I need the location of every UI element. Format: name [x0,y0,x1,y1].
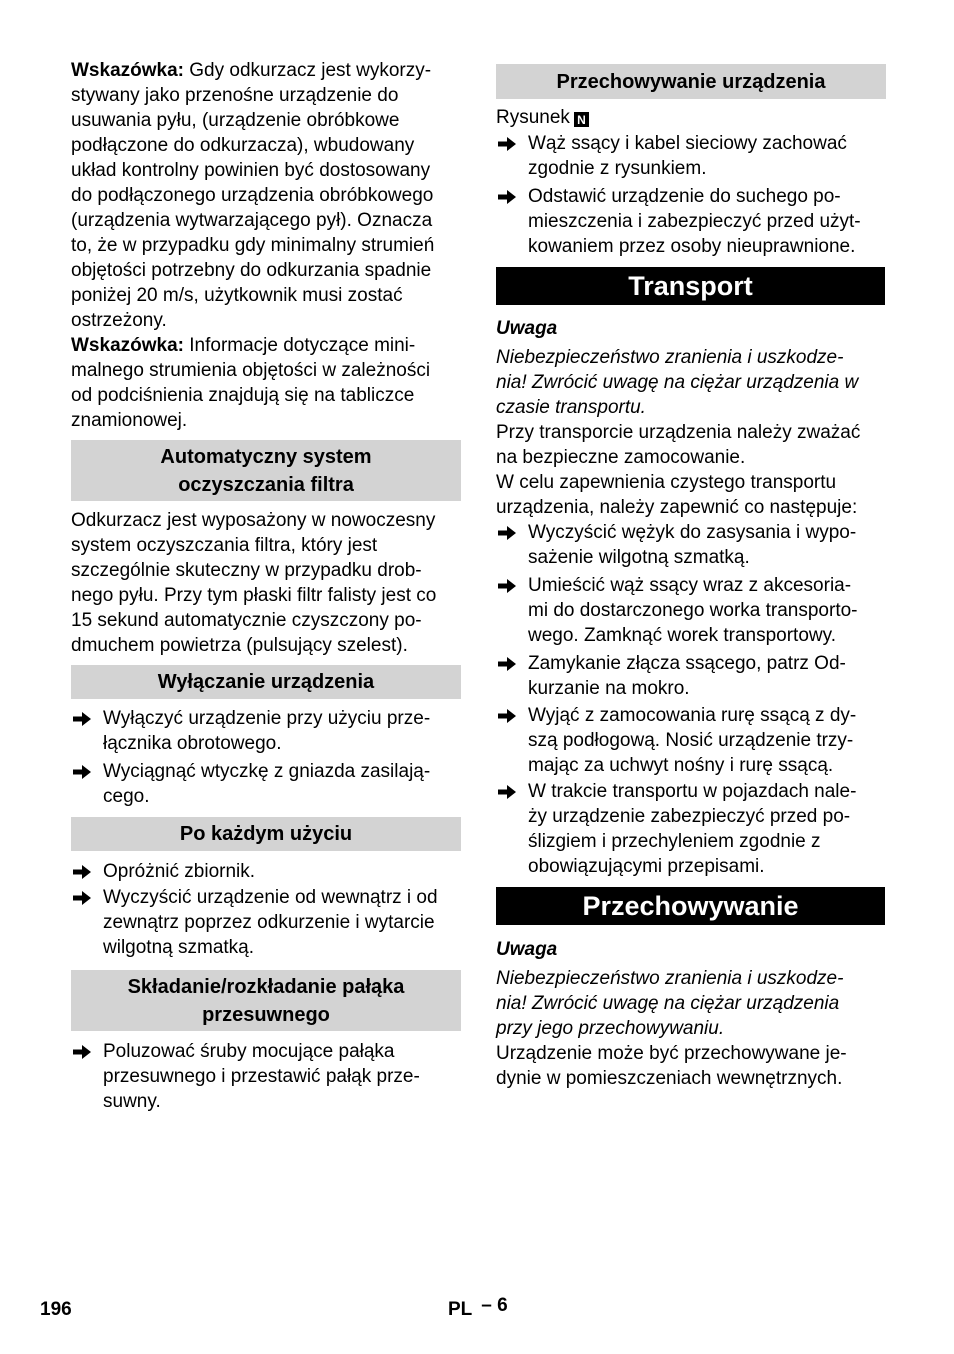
list-item-text: Wyłączyć urządzenie przy użyciu prze- łącznika obrotowego. [103,708,431,754]
arrow-right-icon [496,184,520,209]
list-item [71,1039,461,1114]
storage-body: Urządzenie może być przechowywane je- dynie w pomieszczeniach wewnętrznych. [496,1043,847,1089]
figure-reference [496,105,886,130]
caution-text: Niebezpieczeństwo zranienia i uszkodze- nia! Zwrócić uwagę na ciężar urządzenia przy jego przechowywaniu. [496,968,844,1039]
caution-label: Uwaga [496,318,558,339]
list-item [496,520,886,570]
list-item-text: Wyjąć z zamocowania rurę ssącą z dy- szą podłogową. Nosić urządzenie trzy- mając za uchwyt nośny i rurę ssącą. [528,705,857,776]
figure-ref-badge: N [574,112,589,127]
section-title-line: przesuwnego [202,1003,330,1026]
list-item [496,573,886,648]
section-title-line: oczyszczania filtra [178,473,354,496]
list-item [496,651,886,701]
arrow-right-icon [496,573,520,598]
section-header-device-storage [496,64,886,99]
note-paragraph [71,58,461,333]
list-item-text: Wyczyścić wężyk do zasysania i wypo- sażenie wilgotną szmatką. [528,522,857,568]
list-item-text: Zamykanie złącza ssącego, patrz Od- kurzanie na mokro. [528,653,846,699]
arrow-right-icon [71,759,95,784]
caution-label: Uwaga [496,939,558,960]
list-item [496,131,886,181]
section-header-switch-off [71,665,461,699]
arrow-right-icon [496,520,520,545]
list-item-text: W trakcie transportu w pojazdach nale- ży urządzenie zabezpieczyć przed po- ślizgiem i przechyleniem zgodnie z obowiązującymi przepisami. [528,781,857,877]
note-text: Gdy odkurzacz jest wykorzy- stywany jako przenośne urządzenie do usuwania pyłu, (urządzenie obróbkowe podłączone do odkurzacza), wbudowany układ kontrolny powinien być dostosowany do podłączonego urządzenia obróbkowego (urządzenia wytwarzającego pył). Oznacza to, że w przypadku gdy minimalny strumień objętości potrzebny do odkurzania spadnie poniżej 20 m/s, użytkownik musi zostać ostrzeżony. [71,60,435,331]
list-item [71,759,461,809]
section-page-number: 6 [497,1295,508,1316]
note-label: Wskazówka: [71,60,184,81]
lang-code: PL [448,1299,472,1320]
list-item-text: Wyciągnąć wtyczkę z gniazda zasilają- cego. [103,761,431,807]
page-number: 196 [40,1299,72,1320]
list-item [496,184,886,259]
caution-text: Niebezpieczeństwo zranienia i uszkodze- nia! Zwrócić uwagę na ciężar urządzenia w czasie transportu. [496,347,859,418]
chapter-header-transport: Transport [496,267,885,305]
note-text: Informacje dotyczące mini- malnego strumienia objętości w zależności od podciśnienia znajdują się na tabliczce znamionowej. [71,335,431,431]
arrow-right-icon [71,859,95,884]
list-item [71,859,461,884]
list-item [496,703,886,778]
list-item-text: Odstawić urządzenie do suchego po- mieszczenia i zabezpieczyć przed użyt- kowaniem przez osoby nieuprawnione. [528,186,861,257]
footer-separator: – [481,1295,492,1316]
section-title: Wyłączanie urządzenia [157,671,375,693]
section-header-filter-cleaning [71,440,461,501]
section-title-line: Automatyczny system [160,445,372,468]
arrow-right-icon [496,779,520,804]
transport-body: Przy transporcie urządzenia należy zważać na bezpieczne zamocowanie. W celu zapewnienia czystego transportu urządzenia, należy zapewnić co następuje: [496,422,861,518]
note-paragraph [71,333,461,433]
section-title: Przechowywanie urządzenia [556,70,826,93]
arrow-right-icon [71,706,95,731]
section-title: Po każdym użyciu [179,823,353,845]
chapter-header-storage: Przechowywanie [496,887,885,925]
arrow-right-icon [71,1039,95,1064]
list-item [71,885,461,960]
list-item [71,706,461,756]
list-item-text: Wyczyścić urządzenie od wewnątrz i od zewnątrz poprzez odkurzenie i wytarcie wilgotną szmatką. [103,887,438,958]
list-item-text: Poluzować śruby mocujące pałąka przesuwnego i przestawić pałąk prze- suwny. [103,1041,420,1112]
section-header-handle-folding [71,970,461,1031]
arrow-right-icon [71,885,95,910]
list-item-text: Opróżnić zbiornik. [103,861,256,882]
note-label: Wskazówka: [71,335,184,356]
section-title-line: Składanie/rozkładanie pałąka [127,975,405,998]
arrow-right-icon [496,651,520,676]
list-item [496,779,886,879]
list-item-text: Wąż ssący i kabel sieciowy zachować zgodnie z rysunkiem. [528,133,847,179]
filter-cleaning-body: Odkurzacz jest wyposażony w nowoczesny system oczyszczania filtra, który jest szczególnie skuteczny w przypadku drob- nego pyłu. Przy tym płaski filtr falisty jest co 15 sekund automatycznie czyszczony po- dmuchem powietrza (pulsujący szelest). [71,510,437,656]
arrow-right-icon [496,703,520,728]
list-item-text: Umieścić wąż ssący wraz z akcesoria- mi do dostarczonego worka transporto- wego. Zamknąć worek transportowy. [528,575,858,646]
section-header-after-use [71,817,461,851]
footer-lang [448,1297,508,1322]
figure-label: Rysunek [496,107,570,128]
arrow-right-icon [496,131,520,156]
